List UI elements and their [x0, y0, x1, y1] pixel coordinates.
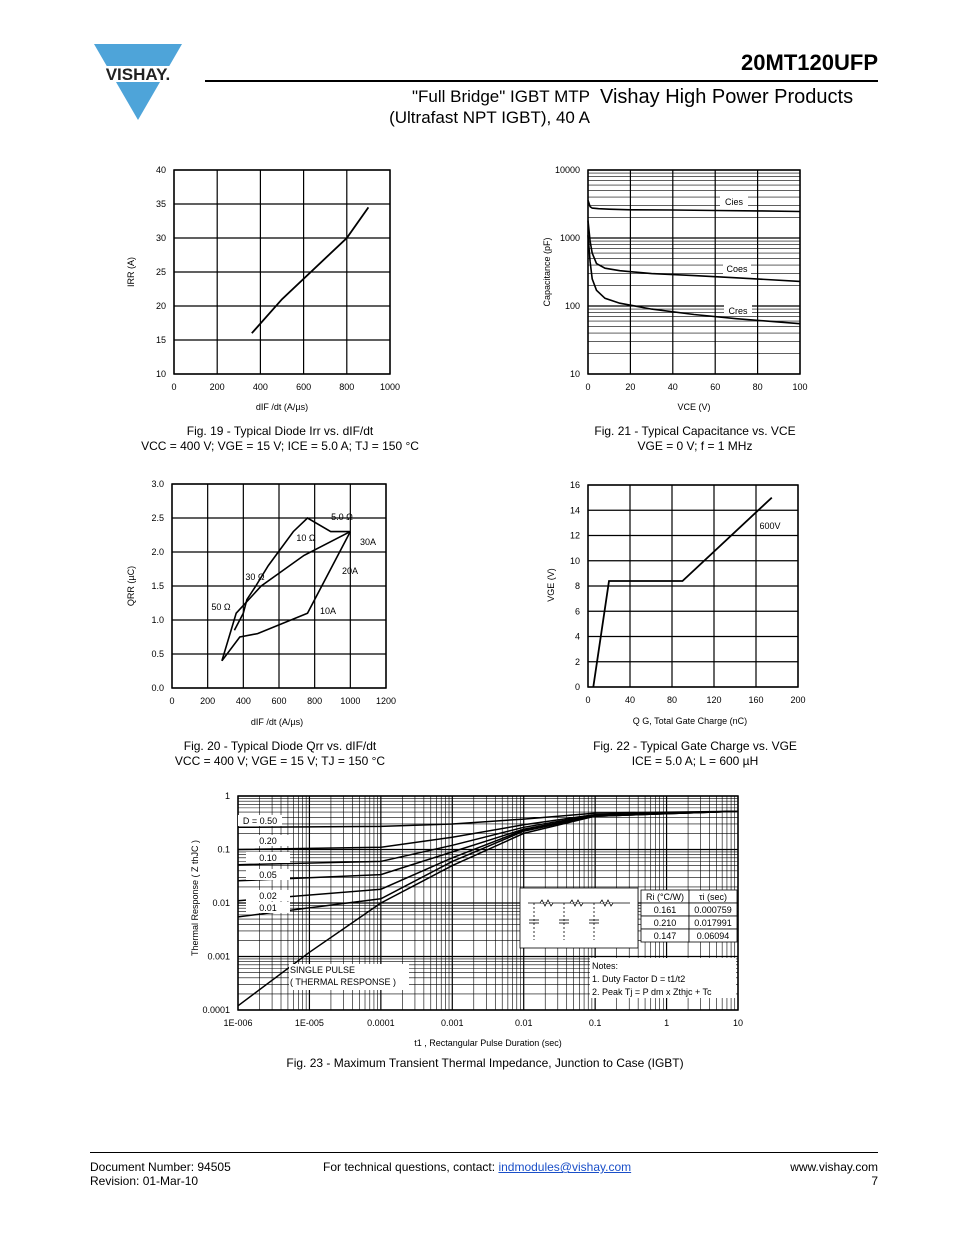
fig19-ytick-label: 35: [155, 199, 166, 209]
fig23-series-line-4: [238, 811, 738, 901]
fig23-annotation: ( THERMAL RESPONSE ): [290, 977, 397, 987]
subtitle-line-2: (Ultrafast NPT IGBT), 40 A: [389, 108, 590, 127]
fig22-ytick-label: 2: [574, 656, 580, 667]
fig20-ytick-label: 1.5: [151, 581, 164, 591]
fig20-ytick-label: 3.0: [151, 479, 164, 489]
fig23-xtick-label: 0.0001: [367, 1018, 395, 1028]
page-number: 7: [871, 1174, 878, 1188]
fig21-xtick-label: 100: [792, 382, 808, 392]
fig23-table-value: 0.161: [653, 905, 677, 915]
fig23-notes-title: Notes:: [592, 961, 619, 971]
fig22-xtick-label: 120: [706, 695, 722, 705]
fig21-xtick-label: 80: [752, 382, 763, 392]
fig22-ylabel: VGE (V): [546, 568, 556, 602]
fig19-ytick-label: 25: [155, 267, 166, 277]
fig21-caption: [560, 424, 830, 454]
fig23-ytick-label: 0.01: [212, 898, 230, 908]
fig22-ytick-label: 4: [574, 631, 580, 642]
fig23-table-value: 0.000759: [694, 905, 732, 915]
fig20-annotation: 30A: [359, 537, 377, 547]
fig20-xtick-label: 200: [200, 696, 216, 706]
fig23-xlabel: t1 , Rectangular Pulse Duration (sec): [414, 1038, 562, 1048]
fig23-ytick-label: 0.0001: [202, 1005, 230, 1015]
fig19-ylabel: IRR (A): [126, 257, 136, 287]
fig23-table-value: 0.017991: [694, 918, 732, 928]
fig23-caption: Fig. 23 - Maximum Transient Thermal Impedance, Junction to Case (IGBT): [286, 1056, 684, 1070]
fig22-xtick-label: 0: [585, 695, 591, 705]
fig20-annotation: 30 Ω: [245, 572, 265, 582]
fig23-annotation: SINGLE PULSE: [290, 965, 356, 975]
contact-email-link[interactable]: indmodules@vishay.com: [498, 1160, 632, 1174]
fig20-xtick-label: 800: [307, 696, 323, 706]
fig19-caption-line-1: Fig. 19 - Typical Diode Irr vs. dIF/dt: [186, 424, 374, 438]
fig23-table-value: 0.147: [653, 931, 677, 941]
fig23-xtick-label: 1E-006: [223, 1018, 253, 1028]
fig23-note: 2. Peak Tj = P dm x Zthjc + Tc: [592, 987, 712, 997]
part-number: 20MT120UFP: [741, 50, 878, 75]
fig21-ytick-label: 100: [564, 301, 580, 311]
fig19-ytick-label: 40: [155, 165, 166, 175]
subtitle-line-1: "Full Bridge" IGBT MTP: [411, 87, 590, 106]
fig21-ytick-label: 10000: [554, 165, 580, 175]
fig22-xtick-label: 200: [790, 695, 806, 705]
fig22-xtick-label: 160: [748, 695, 764, 705]
fig19-ytick-label: 10: [155, 369, 166, 379]
fig20-ytick-label: 1.0: [151, 615, 164, 625]
fig20-ytick-label: 2.0: [151, 547, 164, 557]
fig22-ytick-label: 16: [569, 480, 580, 490]
fig19-ytick-label: 30: [155, 233, 166, 243]
fig19-caption: [130, 424, 430, 454]
fig23-xtick-label: 1: [664, 1018, 670, 1028]
fig20-ytick-label: 0.0: [151, 683, 164, 693]
fig21-plot-frame: [588, 170, 800, 374]
fig23-series-label: 0.05: [259, 870, 277, 880]
fig23-xtick-label: 0.1: [588, 1018, 602, 1028]
fig20-xtick-label: 0: [169, 696, 175, 706]
fig19-series-line-0: [252, 207, 369, 333]
fig20-xlabel: dIF /dt (A/µs): [250, 717, 304, 727]
fig22-caption-line-1: Fig. 22 - Typical Gate Charge vs. VGE: [593, 739, 797, 753]
fig20-annotation: 50 Ω: [211, 602, 231, 612]
fig22-ytick-label: 6: [574, 606, 580, 617]
fig21-series-label: Cies: [724, 197, 744, 207]
fig23-series-label: 0.01: [259, 903, 277, 913]
fig19-xtick-label: 400: [252, 382, 268, 392]
footer-rule: [90, 1152, 878, 1153]
fig22-ytick-label: 10: [569, 555, 580, 566]
fig22-caption-line-2: ICE = 5.0 A; L = 600 µH: [631, 754, 759, 768]
fig21-ytick-label: 10: [569, 369, 580, 379]
fig23-note: 1. Duty Factor D = t1/t2: [592, 974, 686, 984]
fig23-ylabel: Thermal Response ( Z thJC ): [190, 839, 200, 957]
fig20-xtick-label: 400: [235, 696, 251, 706]
fig23-table-value: 0.06094: [696, 931, 730, 941]
fig23-ytick-label: 0.001: [207, 951, 230, 962]
fig20-xtick-label: 1200: [375, 696, 397, 706]
fig22-ytick-label: 0: [574, 682, 580, 692]
fig22-ytick-label: 12: [569, 530, 580, 541]
fig20-xtick-label: 600: [271, 696, 287, 706]
fig23-series-label: 0.10: [259, 853, 277, 863]
fig20-annotation: 10 Ω: [296, 533, 316, 543]
fig21-caption-line-2: VGE = 0 V; f = 1 MHz: [637, 439, 753, 453]
fig22-xtick-label: 80: [666, 695, 678, 705]
fig22-ytick-label: 14: [569, 505, 580, 516]
website: www.vishay.com: [790, 1160, 878, 1174]
fig21-series-label: Cres: [728, 306, 748, 316]
footer-doc-info: [90, 1160, 231, 1188]
fig19-ytick-label: 20: [155, 301, 166, 311]
fig21-ylabel: Capacitance (pF): [542, 237, 552, 307]
fig22-series-line-0: [593, 498, 772, 687]
revision: Revision: 01-Mar-10: [90, 1174, 199, 1188]
fig23-xtick-label: 1E-005: [294, 1018, 324, 1028]
fig22-xlabel: Q G, Total Gate Charge (nC): [632, 716, 748, 726]
fig20-annotation: 10A: [319, 606, 337, 616]
fig19-xtick-label: 800: [339, 382, 355, 392]
footer-contact: [323, 1160, 631, 1174]
fig21-xtick-label: 40: [667, 382, 678, 392]
fig20-caption-line-1: Fig. 20 - Typical Diode Qrr vs. dIF/dt: [183, 739, 377, 753]
fig20-series-line-1: [222, 532, 350, 661]
fig22-caption: [560, 739, 830, 769]
fig23-ytick-label: 1: [224, 791, 230, 801]
fig23-series-label: 0.20: [259, 836, 277, 846]
fig20-ylabel: QRR (µC): [126, 565, 136, 607]
fig21-xtick-label: 0: [585, 382, 591, 392]
fig23-xtick-label: 0.001: [441, 1018, 464, 1028]
fig19-xtick-label: 200: [209, 382, 225, 392]
fig23-series-line-2: [238, 811, 738, 865]
fig23-series-label: 0.02: [259, 891, 277, 901]
fig20-ytick-label: 0.5: [151, 649, 164, 659]
fig20-annotation: 20A: [341, 566, 359, 576]
fig19-xtick-label: 1000: [379, 382, 401, 392]
fig23-xtick-label: 10: [732, 1018, 744, 1028]
fig23-rc-network-box: [520, 888, 638, 948]
fig23-table-value: 0.210: [653, 918, 677, 928]
fig19-ytick-label: 15: [155, 335, 166, 345]
fig21-xtick-label: 20: [625, 382, 636, 392]
fig20-xtick-label: 1000: [340, 696, 361, 706]
fig20-caption: [130, 739, 430, 769]
fig20-ytick-label: 2.5: [151, 513, 164, 523]
contact-prefix: For technical questions, contact:: [323, 1160, 499, 1174]
fig20-caption-line-2: VCC = 400 V; VGE = 15 V; TJ = 150 °C: [174, 754, 386, 768]
fig23-table-header: Ri (°C/W): [645, 892, 685, 902]
footer-right: [790, 1160, 878, 1188]
fig23-xtick-label: 0.01: [514, 1018, 533, 1028]
fig23-table-header: τi (sec): [698, 892, 728, 902]
fig22-xtick-label: 40: [624, 695, 636, 705]
fig21-ytick-label: 1000: [559, 233, 580, 243]
fig19-xlabel: dIF /dt (A/µs): [255, 402, 309, 412]
fig22-series-label: 600V: [759, 521, 781, 531]
fig21-xlabel: VCE (V): [677, 402, 711, 412]
fig21-xtick-label: 60: [710, 382, 721, 392]
fig20-series-line-0: [222, 532, 350, 661]
fig20-annotation: 5.0 Ω: [331, 512, 353, 522]
doc-number: Document Number: 94505: [90, 1160, 231, 1174]
fig21-series-line-1: [588, 221, 800, 282]
fig19-caption-line-2: VCC = 400 V; VGE = 15 V; ICE = 5.0 A; TJ = 150 °C: [141, 439, 419, 453]
fig21-series-label: Coes: [726, 264, 748, 274]
fig19-xtick-label: 0: [171, 382, 177, 392]
fig22-ytick-label: 8: [574, 581, 580, 591]
fig23-series-label: D = 0.50: [242, 816, 278, 826]
fig21-caption-line-1: Fig. 21 - Typical Capacitance vs. VCE: [594, 424, 796, 438]
division-name: Vishay High Power Products: [600, 86, 854, 108]
fig19-xtick-label: 600: [296, 382, 312, 392]
fig23-ytick-label: 0.1: [217, 844, 230, 855]
svg-text:VISHAY.: VISHAY.: [105, 65, 171, 84]
